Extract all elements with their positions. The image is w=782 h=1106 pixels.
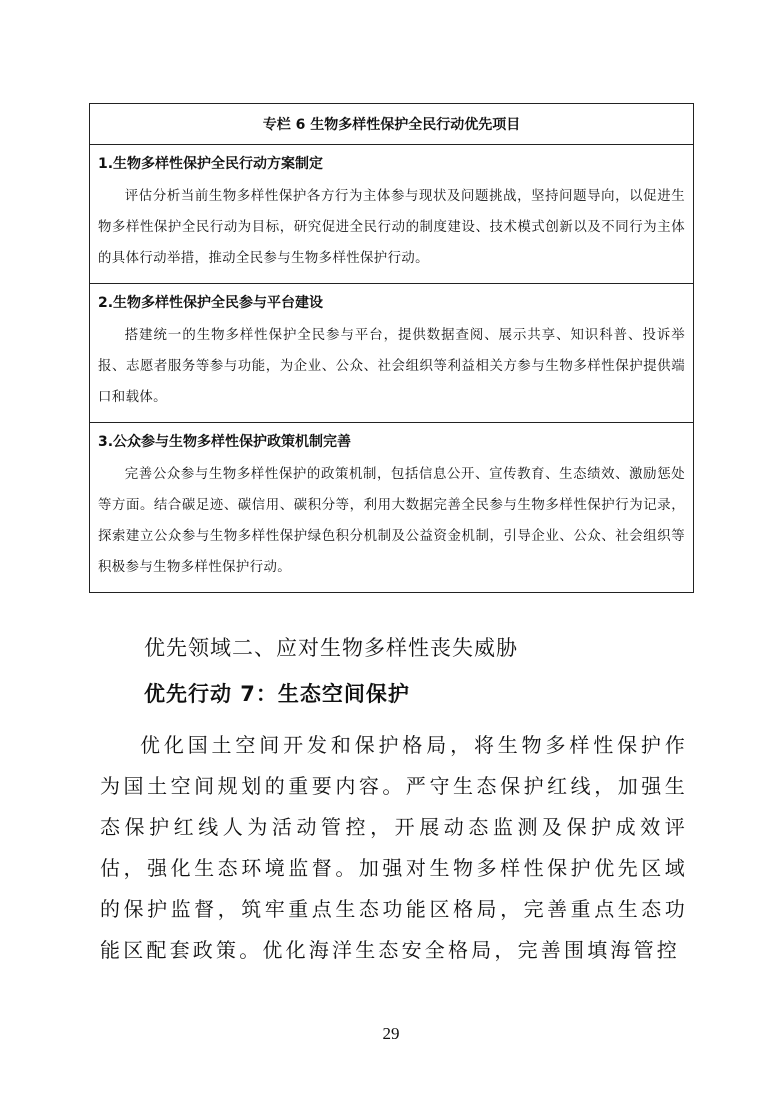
box-section-3 — [90, 423, 693, 592]
box-section-1 — [90, 145, 693, 284]
priority-action-heading: 优先行动 7：生态空间保护 — [144, 682, 410, 706]
body-paragraph: 优化国土空间开发和保护格局，将生物多样性保护作为国土空间规划的重要内容。严守生态保护红线，加强生态保护红线人为活动管控，开展动态监测及保护成效评估，强化生态环境监督。加强对生物多样性保护优先区域的保护监督，筑牢重点生态功能区格局，完善重点生态功能区配套政策。优化海洋生态安全格局，完善围填海管控 — [100, 733, 688, 962]
priority-area-heading: 优先领域二、应对生物多样性丧失威胁 — [144, 636, 518, 660]
section-body: 完善公众参与生物多样性保护的政策机制，包括信息公开、宣传教育、生态绩效、激励惩处等方面。结合碳足迹、碳信用、碳积分等，利用大数据完善全民参与生物多样性保护行为记录，探索建立公众参与生物多样性保护绿色积分机制及公益资金机制，引导企业、公众、社会组织等积极参与生物多样性保护行动。 — [98, 467, 685, 575]
section-body: 评估分析当前生物多样性保护各方行为主体参与现状及问题挑战，坚持问题导向，以促进生物多样性保护全民行动为目标，研究促进全民行动的制度建设、技术模式创新以及不同行为主体的具体行动举措，推动全民参与生物多样性保护行动。 — [98, 189, 685, 266]
page-number: 29 — [382, 1024, 400, 1043]
section-heading: 2.生物多样性保护全民参与平台建设 — [98, 295, 324, 311]
box-title: 专栏 6 生物多样性保护全民行动优先项目 — [90, 104, 693, 145]
box-section-2 — [90, 284, 693, 423]
special-column-box — [89, 103, 694, 593]
section-heading: 3.公众参与生物多样性保护政策机制完善 — [98, 434, 352, 450]
section-body: 搭建统一的生物多样性保护全民参与平台，提供数据查阅、展示共享、知识科普、投诉举报、志愿者服务等参与功能，为企业、公众、社会组织等利益相关方参与生物多样性保护提供端口和载体。 — [98, 328, 685, 405]
section-heading: 1.生物多样性保护全民行动方案制定 — [98, 156, 324, 172]
